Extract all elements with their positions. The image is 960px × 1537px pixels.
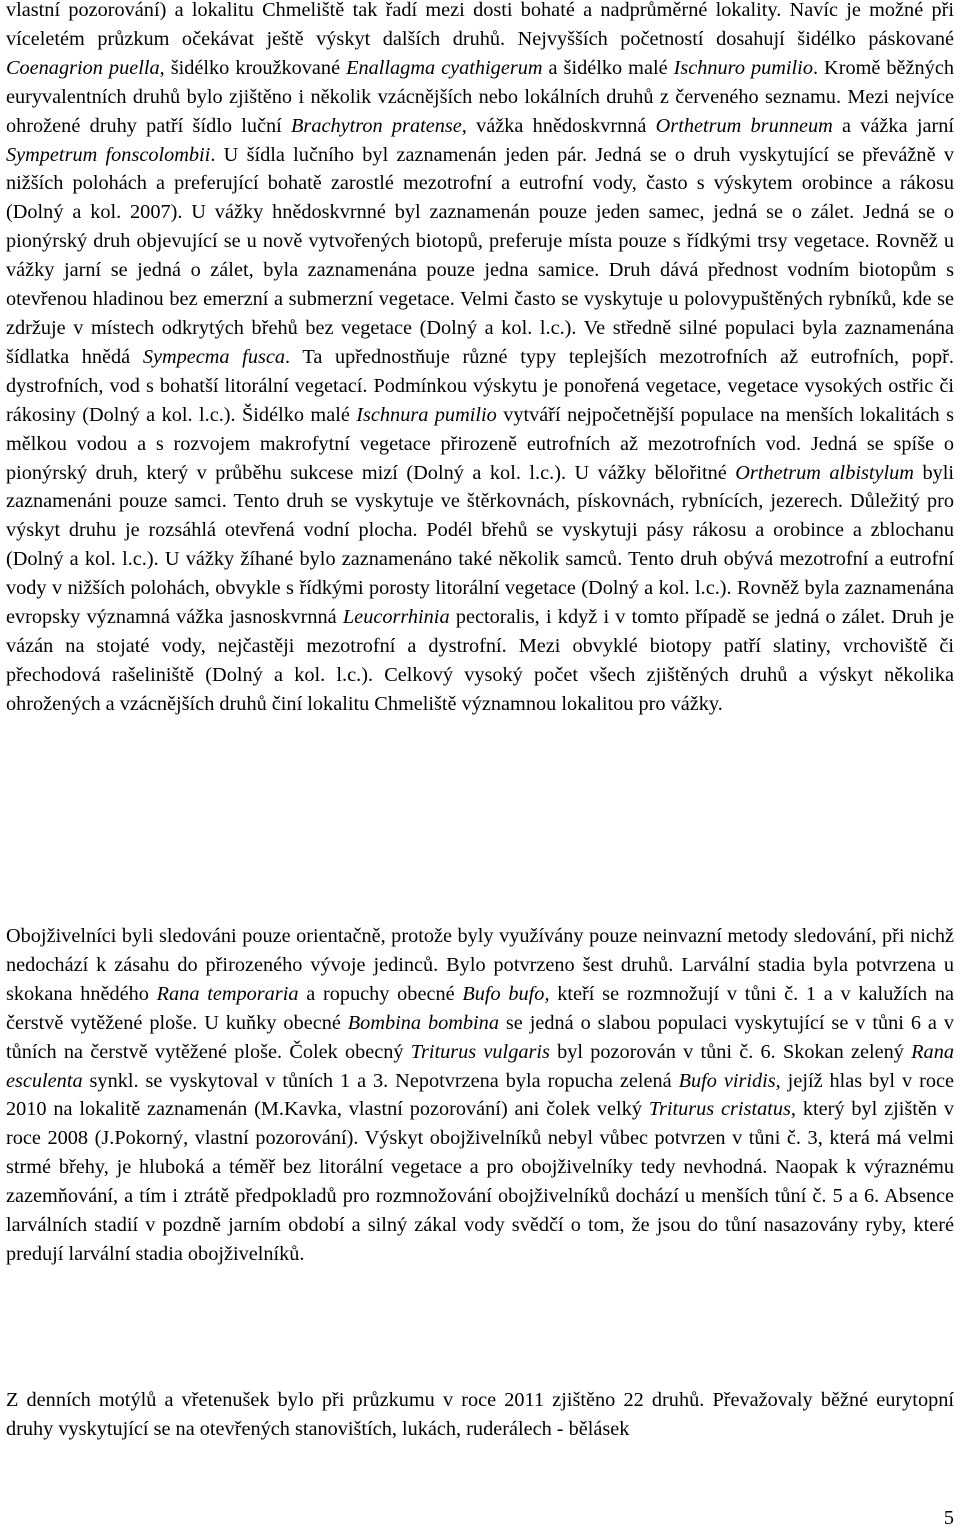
species-name-italic: Bufo bufo, [462,982,550,1005]
text-segment: a ropuchy obecné [298,982,463,1005]
text-segment: Z denních motýlů a vřetenušek bylo při průzkumu v roce 2011 zjištěno 22 druhů. Převažovaly běžné eurytopní druhy vyskytující se na otevřených stanovištích, lukách, ruderálech - bělásek [6,1389,954,1440]
text-segment: a šidélko malé [542,56,674,79]
species-name-italic: Orthetrum brunneum [655,114,833,137]
text-segment: byl pozorován v tůni č. 6. Skokan zelený [549,1040,912,1063]
species-name-italic: Leucorrhinia [342,606,450,629]
text-segment: vytváří nejpočetnější populace na menších lokalitách s mělkou vodou a s rozvojem makrofytní vegetace přirozeně eutrofních až mezotrofních vod. Jedná se spíše o pionýrský druh, který v průběhu sukcese mizí (Dolný a kol. l.c.). U vážky bělořitné [6,403,955,484]
species-name-italic: Orthetrum albistylum [735,461,914,484]
species-name-italic: Bufo viridis [678,1069,776,1092]
text-segment: . Ta upřednostňuje různé typy teplejších mezotrofních až eutrofních, popř. dystrofních, vod s bohatší litorální vegetací. Podmínkou výskytu je ponořená vegetace, vegetace vysokých ostřic či rákosiny (Dolný a kol. l.c.). Šidélko malé [6,345,955,426]
text-segment: synkl. se vyskytoval v tůních 1 a 3. Nepotvrzena byla ropucha zelená [82,1069,679,1092]
species-name-italic: Triturus cristatus [648,1098,791,1121]
text-segment: . Kromě běžných euryvalentních druhů bylo zjištěno i několik vzácnějších nebo lokálních druhů z červeného seznamu. Mezi nejvíce ohrožené druhy patří šídlo luční [6,56,954,137]
text-segment: pectoralis, i když i v tomto případě se jedná o zálet. Druh je vázán na stojaté vody, nejčastěji mezotrofní a dystrofní. Mezi obvyklé biotopy patří slatiny, vrchoviště či přechodová rašeliniště (Dolný a kol. l.c.). Celkový vysoký počet všech zjištěných druhů a výskyt několika ohrožených a vzácnějších druhů činí lokalitu Chmeliště významnou lokalitou pro vážky. [6,606,954,715]
text-segment: , vážka hnědoskvrnná [461,114,656,137]
paragraph-amphibians [6,922,954,1269]
species-name-italic: Rana temporaria [156,982,299,1005]
text-segment: , jejíž hlas byl v roce 2010 na lokalitě zaznamenán (M.Kavka, vlastní pozorování) ani čolek velký [6,1069,954,1121]
text-segment: , který byl zjištěn v roce 2008 (J.Pokorný, vlastní pozorování). Výskyt obojživelníků nebyl vůbec potvrzen v tůni č. 3, která má velmi strmé břehy, je hluboká a téměř bez litorální vegetace a pro obojživelníky tedy nevhodná. Naopak k výraznému zazemňování, a tím i ztrátě předpokladů pro rozmnožování obojživelníků dochází u menších tůní č. 5 a 6. Absence larválních stadií v pozdně jarním období a silný zákal vody svědčí o tom, že jsou do tůní nasazovány ryby, které predují larvální stadia obojživelníků. [6,1098,954,1265]
text-segment: vlastní pozorování) a lokalitu Chmeliště tak řadí mezi dosti bohaté a nadprůměrné lokality. Navíc je možné při víceletém průzkum očekávat ještě výskyt dalších druhů. Nejvyšších početností dosahují šidélko páskované [6,0,954,50]
species-name-italic: Bombina bombina [347,1011,499,1034]
text-segment: . U šídla lučního byl zaznamenán jeden pár. Jedná se o druh vyskytující se převážně v nižších polohách a preferující bohatě zarostlé mezotrofní a eutrofní vody, často s výskytem orobince a rákosu (Dolný a kol. 2007). U vážky hnědoskvrnné byl zaznamenán pouze jeden samec, jedná se o zálet. Jedná se o pionýrský druh objevující se u nově vytvořených biotopů, preferuje místa pouze s řídkými trsy vegetace. Rovněž u vážky jarní se jedná o zálet, byla zaznamenána pouze jedna samice. Druh dává přednost vodním biotopům s otevřenou hladinou bez emerzní a submerzní vegetace. Velmi často se vyskytuje u polovypuštěných rybníků, kde se zdržuje v místech odkrytých břehů bez vegetace (Dolný a kol. l.c.). Ve středně silné populaci byla zaznamenána šídlatka hnědá [6,143,954,368]
text-segment: , šidélko kroužkované [159,56,347,79]
text-segment: kteří se rozmnožují v tůni č. 1 a v kalužích na čerstvě vytěžené ploše. U kuňky obecné [6,982,954,1034]
paragraph-dragonflies [6,0,954,719]
paragraph-butterflies [6,1386,954,1444]
species-name-italic: Ischnura pumilio [356,403,497,426]
species-name-italic: Brachytron pratense [291,114,462,137]
text-segment: byli zaznamenáni pouze samci. Tento druh se vyskytuje ve štěrkovnách, pískovnách, rybnících, jezerech. Důležitý pro výskyt druhu je rozsáhlá otevřená vodní plocha. Podél břehů se vyskytuji pásy rákosu a orobince a zblochanu (Dolný a kol. l.c.). U vážky žíhané bylo zaznamenáno také několik samců. Tento druh obývá mezotrofní a eutrofní vody v nižších polohách, obvykle s řídkými porosty litorální vegetace (Dolný a kol. l.c.). Rovněž byla zaznamenána evropsky významná vážka jasnoskvrnná [6,461,954,629]
species-name-italic: Enallagma cyathigerum [346,56,543,79]
species-name-italic: Rana esculenta [6,1040,954,1092]
species-name-italic: Sympecma fusca [142,345,285,368]
text-segment: Obojživelníci byli sledováni pouze orientačně, protože byly využívány pouze neinvazní metody sledování, při nichž nedochází k zásahu do přirozeného vývoje jedinců. Bylo potvrzeno šest druhů. Larvální stadia byla potvrzena u skokana hnědého [6,925,954,1005]
species-name-italic: Sympetrum fonscolombii [6,143,211,166]
page-number: 5 [943,1507,954,1529]
text-segment: a vážka jarní [832,114,954,137]
species-name-italic: Ischnuro pumilio [673,56,813,79]
species-name-italic: Triturus vulgaris [410,1040,550,1063]
text-segment: se jedná o slabou populaci vyskytující se v tůni 6 a v tůních na čerstvě vytěžené ploše. Čolek obecný [6,1011,955,1063]
species-name-italic: Coenagrion puella [6,56,160,79]
